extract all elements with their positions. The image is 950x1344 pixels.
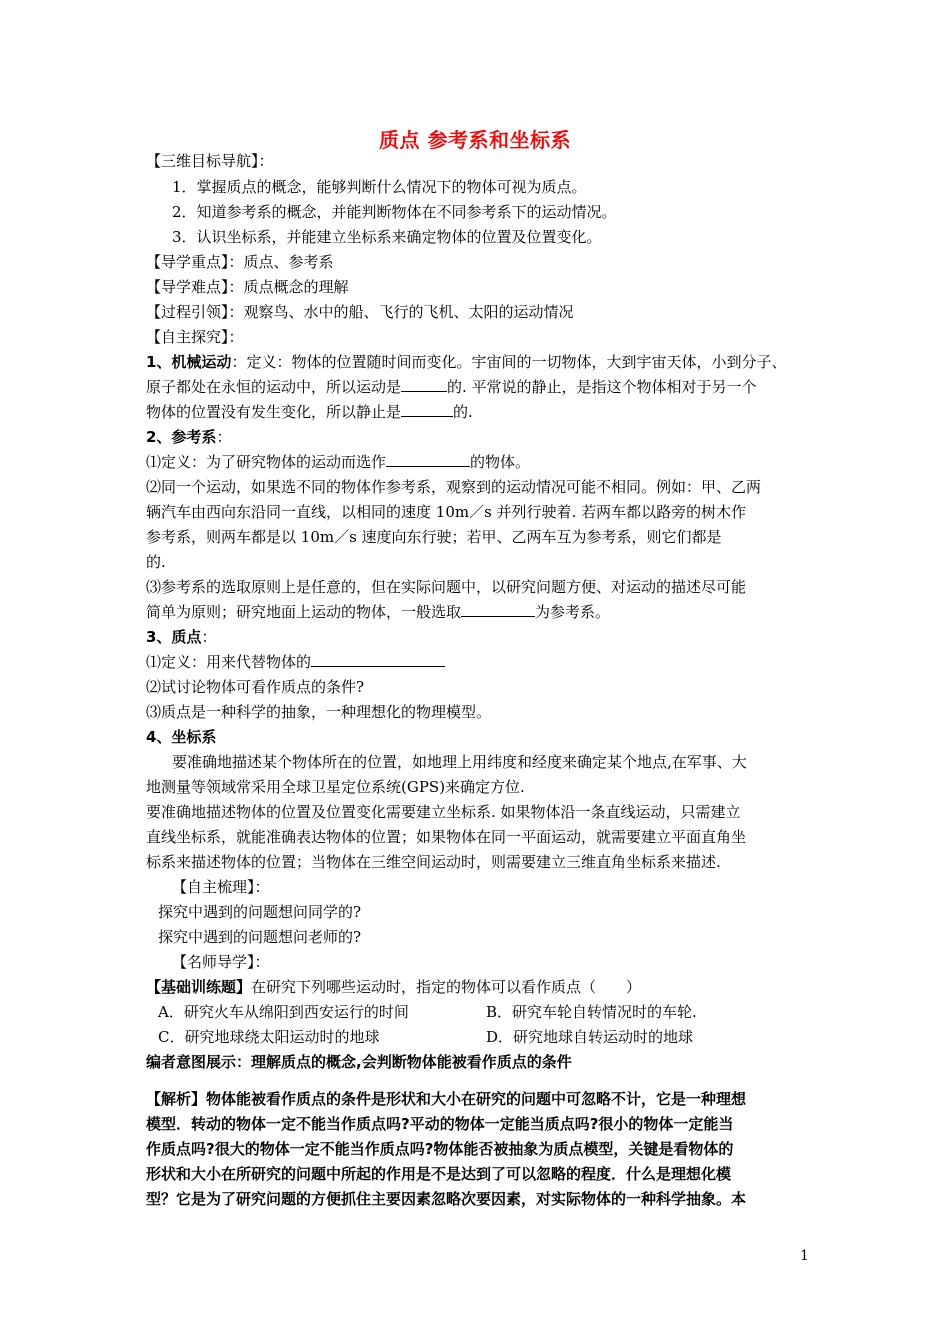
sec1-text-3a: 物体的位置没有发生变化，所以静止是 — [146, 403, 402, 421]
sec4-line: 标系来描述物体的位置；当物体在三维空间运动时，则需要建立三维直角坐标系来描述. — [146, 853, 721, 871]
sec4-line: 要准确地描述某个物体所在的位置，如地理上用纬度和经度来确定某个地点,在军事、大 — [172, 753, 747, 771]
option-d[interactable]: D．研究地球自转运动时的地球 — [486, 1028, 694, 1046]
sec1-line-1 — [146, 351, 816, 373]
sec2-p3-text-a: 简单为原则；研究地面上运动的物体，一般选取 — [146, 603, 462, 621]
option-c[interactable]: C．研究地球绕太阳运动时的地球 — [158, 1028, 380, 1046]
sec3-p1-text: ⑴定义：用来代替物体的 — [146, 653, 312, 671]
analysis-line: 作质点吗?很大的物体一定不能当作质点吗?物体能否被抽象为质点模型，关键是看物体的 — [146, 1140, 734, 1158]
sec3-label: 3、质点 — [146, 628, 202, 646]
sec2-p3-line-2 — [146, 601, 816, 623]
fill-blank[interactable] — [401, 402, 453, 417]
process-label: 【过程引领】 — [146, 303, 229, 321]
sec2-p2-line: 的. — [146, 553, 166, 571]
sec3-heading — [146, 626, 816, 648]
guide-heading: 【名师导学】： — [172, 953, 270, 971]
sec2-heading — [146, 426, 816, 448]
sec4-line: 地测量等领域常采用全球卫星定位系统(GPS)来确定方位. — [146, 778, 525, 796]
sec1-line-2 — [146, 376, 816, 398]
sec3-colon: ： — [201, 628, 217, 646]
sec2-p2-line: 辆汽车由西向东沿同一直线，以相同的速度 10m／s 并列行驶着. 若两车都以路旁的树木作 — [146, 503, 747, 521]
sec2-p2-line: 参考系，则两车都是以 10m／s 速度向东行驶；若甲、乙两车互为参考系，则它们都是 — [146, 528, 722, 546]
process-line — [146, 301, 816, 323]
difficulty-label: 【导学难点】 — [146, 278, 229, 296]
editor-intent: 编者意图展示：理解质点的概念,会判断物体能被看作质点的条件 — [146, 1053, 572, 1071]
difficulty-text: ：质点概念的理解 — [228, 278, 349, 296]
sec4-line: 直线坐标系，就能准确表达物体的位置；如果物体在同一平面运动，就需要建立平面直角坐 — [146, 828, 747, 846]
review-question: 探究中遇到的问题想问老师的? — [158, 928, 362, 946]
focus-label: 【导学重点】 — [146, 253, 229, 271]
goals-heading: 【三维目标导航】： — [146, 152, 274, 170]
explore-line — [146, 326, 816, 348]
sec4-line: 要准确地描述物体的位置及位置变化需要建立坐标系. 如果物体沿一条直线运动，只需建立 — [146, 803, 741, 821]
review-question: 探究中遇到的问题想问同学的? — [158, 903, 362, 921]
fill-blank[interactable] — [401, 377, 447, 392]
fill-blank[interactable] — [461, 602, 535, 617]
sec4-heading — [146, 726, 816, 748]
focus-text: ：质点、参考系 — [228, 253, 334, 271]
page-title: 质点 参考系和坐标系 — [379, 128, 571, 152]
sec2-p3-text-b: 为参考系。 — [535, 603, 611, 621]
goal-item: 3．认识坐标系，并能建立坐标系来确定物体的位置及位置变化。 — [172, 228, 602, 246]
sec3-p3: ⑶质点是一种科学的抽象，一种理想化的物理模型。 — [146, 703, 492, 721]
page-number: 1 — [800, 1248, 809, 1264]
sec1-text-3b: 的. — [453, 403, 473, 421]
sec4-label: 4、坐标系 — [146, 728, 217, 746]
sec2-p1 — [146, 451, 816, 473]
fill-blank[interactable] — [311, 652, 445, 667]
difficulty-line — [146, 276, 816, 298]
process-text: ：观察鸟、水中的船、飞行的飞机、太阳的运动情况 — [228, 303, 574, 321]
goal-item: 2．知道参考系的概念，并能判断物体在不同参考系下的运动情况。 — [172, 203, 617, 221]
analysis-line: 模型．转动的物体一定不能当作质点吗?平动的物体一定能当质点吗?很小的物体一定能当 — [146, 1115, 734, 1133]
sec1-text-2a: 原子都处在永恒的运动中，所以运动是 — [146, 378, 402, 396]
analysis-text: 物体能被看作质点的条件是形状和大小在研究的问题中可忽略不计，它是一种理想 — [206, 1090, 747, 1108]
sec3-p2: ⑵试讨论物体可看作质点的条件? — [146, 678, 365, 696]
sec2-label: 2、参考系 — [146, 428, 217, 446]
sec1-text-2b: 的. 平常说的静止，是指这个物体相对于另一个 — [447, 378, 757, 396]
focus-line — [146, 251, 816, 273]
analysis-line: 形状和大小在所研究的问题中所起的作用是不是达到了可以忽略的程度．什么是理想化模 — [146, 1165, 732, 1183]
sec2-p3-line: ⑶参考系的选取原则上是任意的，但在实际问题中，以研究问题方便、对运动的描述尽可能 — [146, 578, 747, 596]
explore-label: 【自主探究】 — [146, 328, 229, 346]
analysis-line: 型？它是为了研究问题的方便抓住主要因素忽略次要因素，对实际物体的一种科学抽象。本 — [146, 1190, 747, 1208]
sec2-p2-line: ⑵同一个运动，如果选不同的物体作参考系，观察到的运动情况可能不相同。例如：甲、乙两 — [146, 478, 762, 496]
exercise-question — [146, 976, 816, 998]
sec1-line-3 — [146, 401, 816, 423]
analysis-label: 【解析】 — [146, 1090, 207, 1108]
sec2-colon: ： — [216, 428, 232, 446]
explore-text: ： — [228, 328, 244, 346]
sec1-text-1: ：定义：物体的位置随时间而变化。宇宙间的一切物体，大到宇宙天体，小到分子、 — [231, 353, 787, 371]
option-a[interactable]: A．研究火车从绵阳到西安运行的时间 — [158, 1003, 409, 1021]
sec1-label: 1、机械运动 — [146, 353, 232, 371]
option-b[interactable]: B．研究车轮自转情况时的车轮. — [486, 1003, 697, 1021]
sec2-p1-text-a: ⑴定义：为了研究物体的运动而选作 — [146, 453, 387, 471]
analysis-line-1 — [146, 1088, 816, 1110]
fill-blank[interactable] — [386, 452, 470, 467]
exercise-text: 在研究下列哪些运动时，指定的物体可以看作质点（ ） — [251, 978, 642, 996]
sec2-p1-text-b: 的物体。 — [470, 453, 531, 471]
sec3-p1 — [146, 651, 816, 673]
goal-item: 1．掌握质点的概念，能够判断什么情况下的物体可视为质点。 — [172, 178, 587, 196]
review-heading: 【自主梳理】： — [172, 878, 270, 896]
exercise-label: 【基础训练题】 — [146, 978, 252, 996]
